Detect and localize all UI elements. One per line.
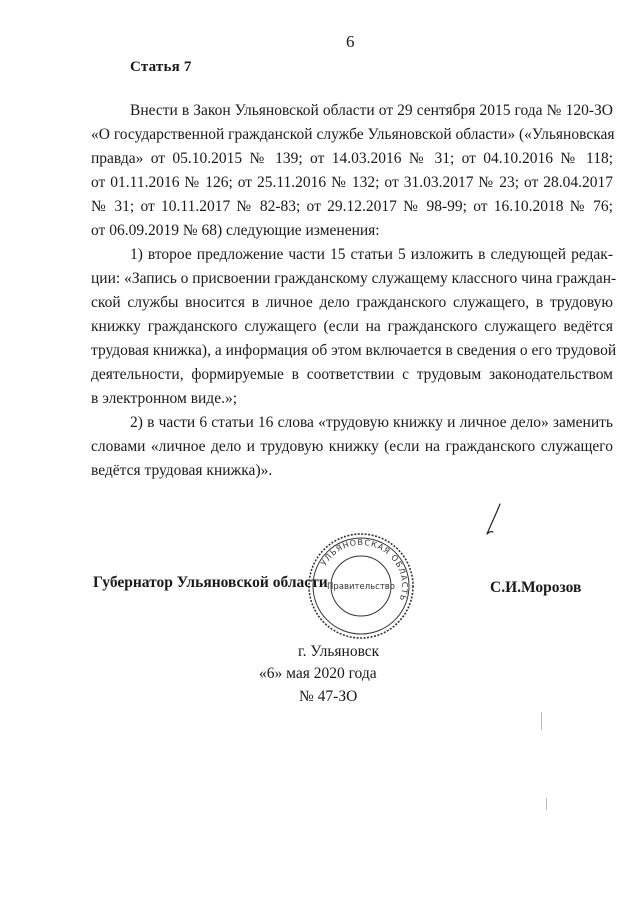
amendment-2-line: словами «личное дело и трудовую книжку (если на гражданского служащего (91, 438, 613, 455)
page-number: 6 (346, 32, 355, 51)
law-number: № 47-ЗО (299, 688, 358, 705)
handwritten-signature (478, 502, 508, 538)
amendment-1-line: трудовая книжка), а информация об этом включается в сведения о его трудовой (91, 342, 617, 359)
amendment-1-line: ции: «Запись о присвоении гражданскому служащему классного чина граждан- (91, 270, 617, 287)
amendment-1-line: ской службы вносится в личное дело гражданского служащего, в трудовую (91, 294, 613, 311)
scan-mark (541, 712, 542, 730)
amendment-2-line: 2) в части 6 статьи 16 слова «трудовую книжку и личное дело» заменить (130, 414, 613, 431)
body-line: Внести в Закон Ульяновской области от 29 сентября 2015 года № 120-ЗО (130, 102, 613, 119)
signature-title: Губернатор Ульяновской области (93, 574, 328, 591)
body-line: от 01.11.2016 № 126; от 25.11.2016 № 132; от 31.03.2017 № 23; от 28.04.2017 (91, 174, 613, 191)
body-line: № 31; от 10.11.2017 № 82-83; от 29.12.2017 № 98-99; от 16.10.2018 № 76; (91, 198, 613, 215)
official-seal (305, 530, 417, 642)
signing-date: «6» мая 2020 года (259, 665, 377, 682)
amendment-1-line: в электронном виде.»; (91, 390, 238, 407)
amendment-1-line: книжку гражданского служащего (если на гражданского служащего ведётся (91, 318, 613, 335)
amendment-2-line: ведётся трудовая книжка)». (91, 462, 273, 479)
body-line: правда» от 05.10.2015 № 139; от 14.03.2016 № 31; от 04.10.2016 № 118; (91, 150, 613, 167)
svg-text:Правительство: Правительство (327, 582, 395, 592)
place-of-signing: г. Ульяновск (298, 643, 380, 660)
article-title: Статья 7 (130, 59, 192, 75)
body-line: от 06.09.2019 № 68) следующие изменения: (91, 222, 380, 239)
scan-mark (546, 798, 547, 810)
svg-text:УЛЬЯНОВСКАЯ ОБЛАСТЬ: УЛЬЯНОВСКАЯ ОБЛАСТЬ (319, 537, 410, 603)
amendment-1-line: деятельности, формируемые в соответствии с трудовым законодательством (91, 366, 613, 383)
signatory-name: С.И.Морозов (490, 579, 582, 596)
body-line: «О государственной гражданской службе Ульяновской области» («Ульяновская (91, 126, 615, 143)
amendment-1-line: 1) второе предложение части 15 статьи 5 изложить в следующей редак- (130, 246, 613, 263)
